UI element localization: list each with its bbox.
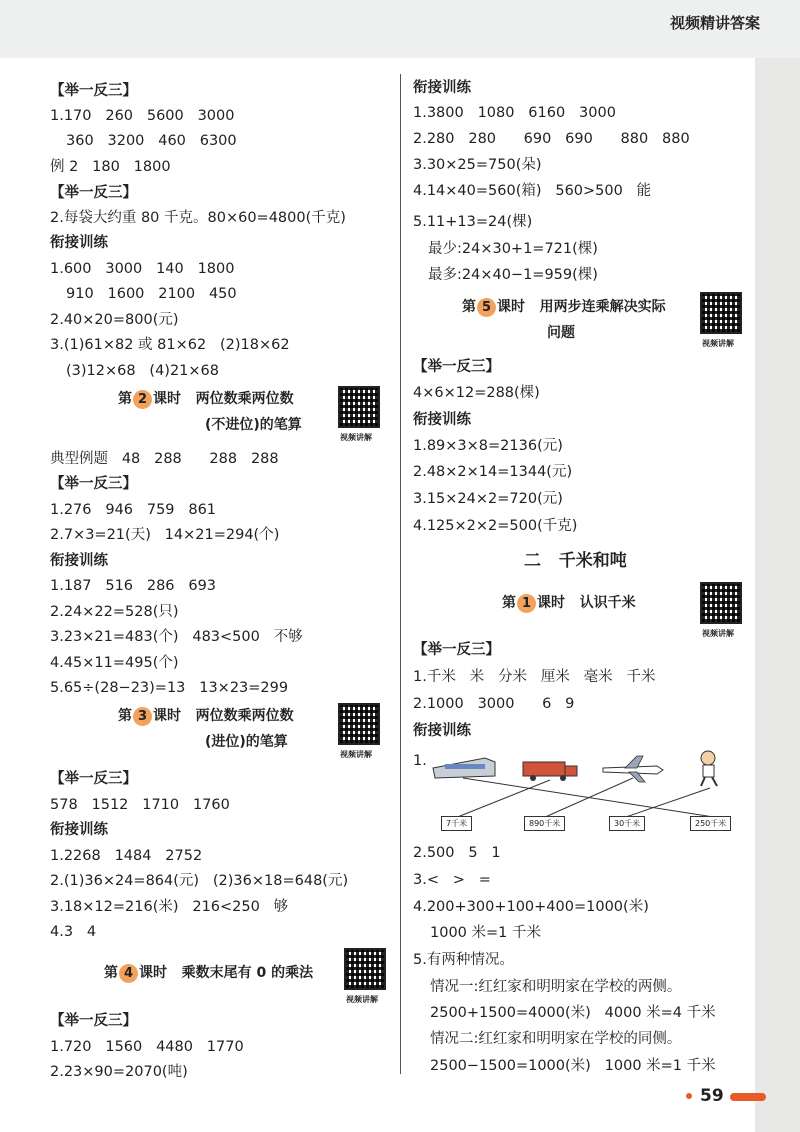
- answer-line: 2.23×90=2070(吨): [50, 1064, 188, 1080]
- qr-caption: 视频讲解: [340, 433, 372, 442]
- answer-line: 1.3800 1080 6160 3000: [413, 105, 616, 121]
- answer-line: 4.14×40=560(箱) 560>500 能: [413, 183, 652, 199]
- answer-line: 2.48×2×14=1344(元): [413, 464, 573, 480]
- answer-line: 4.3 4: [50, 924, 97, 940]
- answer-line: 情况二:红红家和明明家在学校的同侧。: [430, 1031, 682, 1047]
- distance-label: 250千米: [690, 816, 731, 831]
- qr-code[interactable]: [338, 703, 380, 745]
- answer-line: 4.125×2×2=500(千克): [413, 518, 578, 534]
- qr-caption: 视频讲解: [340, 750, 372, 759]
- answer-line: 1.千米 米 分米 厘米 毫米 千米: [413, 669, 656, 685]
- distance-label: 7千米: [441, 816, 472, 831]
- page-accent-bar: [730, 1093, 766, 1101]
- section-heading: 【举一反三】: [50, 83, 137, 99]
- answer-line: 典型例题 48 288 288 288: [50, 451, 279, 467]
- qr-code[interactable]: [344, 948, 386, 990]
- column-divider: [400, 74, 401, 1074]
- lesson-title: 第 1 课时 认识千米: [502, 595, 636, 611]
- answer-line: 1.187 516 286 693: [50, 578, 217, 594]
- lesson-title: 第 3 课时 两位数乘两位数: [118, 708, 294, 724]
- answer-line: 3.23×21=483(个) 483<500 不够: [50, 629, 303, 645]
- answer-line: 1.720 1560 4480 1770: [50, 1039, 244, 1055]
- section-heading: 衔接训练: [413, 723, 471, 739]
- matching-lines: [455, 778, 720, 818]
- section-heading: 衔接训练: [413, 80, 471, 96]
- answer-line: 5.有两种情况。: [413, 952, 514, 968]
- section-heading: 【举一反三】: [50, 476, 137, 492]
- answer-line: 4×6×12=288(棵): [413, 385, 540, 401]
- section-heading: 衔接训练: [50, 235, 108, 251]
- answer-line: 2.7×3=21(天) 14×21=294(个): [50, 527, 280, 543]
- answer-line: 1000 米=1 千米: [430, 925, 541, 941]
- answer-line: 1.89×3×8=2136(元): [413, 438, 563, 454]
- answer-line: 2.40×20=800(元): [50, 312, 179, 328]
- answer-line: 最少:24×30+1=721(棵): [428, 241, 598, 257]
- page-dot: [686, 1093, 692, 1099]
- walking-boy-icon: [701, 751, 717, 786]
- answer-line: 1.2268 1484 2752: [50, 848, 203, 864]
- section-heading: 【举一反三】: [50, 1013, 137, 1029]
- lesson-number: 1: [517, 594, 536, 613]
- answer-line: 3.18×12=216(米) 216<250 够: [50, 899, 289, 915]
- answer-line: 情况一:红红家和明明家在学校的两侧。: [430, 979, 682, 995]
- lesson-title: 第 2 课时 两位数乘两位数: [118, 391, 294, 407]
- section-heading: 【举一反三】: [413, 642, 500, 658]
- lesson-number: 3: [133, 707, 152, 726]
- answer-line: 360 3200 460 6300: [66, 133, 237, 149]
- answer-line: 3.15×24×2=720(元): [413, 491, 563, 507]
- train-icon: [433, 758, 495, 778]
- answer-line: 1.: [413, 753, 427, 769]
- page-number: 59: [700, 1086, 724, 1106]
- answer-line: 910 1600 2100 450: [66, 286, 237, 302]
- answer-line: 2.每袋大约重 80 千克。80×60=4800(千克): [50, 210, 346, 226]
- lesson-subtitle: 问题: [547, 325, 575, 341]
- answer-line: 3.30×25=750(朵): [413, 157, 542, 173]
- lesson-title: 第 4 课时 乘数末尾有 0 的乘法: [104, 965, 314, 981]
- answer-line: 2.24×22=528(只): [50, 604, 179, 620]
- answer-line: 2500+1500=4000(米) 4000 米=4 千米: [430, 1005, 716, 1021]
- answer-line: 2.1000 3000 6 9: [413, 696, 575, 712]
- truck-icon: [523, 762, 577, 781]
- answer-line: 例 2 180 1800: [50, 159, 171, 175]
- answer-line: 2500−1500=1000(米) 1000 米=1 千米: [430, 1058, 716, 1074]
- section-heading: 【举一反三】: [413, 359, 500, 375]
- page-header: [0, 0, 800, 58]
- answer-line: 2.500 5 1: [413, 845, 501, 861]
- qr-caption: 视频讲解: [702, 629, 734, 638]
- answer-line: 最多:24×40−1=959(棵): [428, 267, 598, 283]
- distance-label: 30千米: [609, 816, 645, 831]
- answer-line: (3)12×68 (4)21×68: [66, 363, 220, 379]
- section-heading: 衔接训练: [50, 553, 108, 569]
- lesson-number: 4: [119, 964, 138, 983]
- chapter-title: 二 千米和吨: [524, 551, 627, 571]
- qr-caption: 视频讲解: [346, 995, 378, 1004]
- section-heading: 衔接训练: [50, 822, 108, 838]
- qr-code[interactable]: [700, 582, 742, 624]
- lesson-title: 第 5 课时 用两步连乘解决实际: [462, 299, 666, 315]
- section-heading: 【举一反三】: [50, 185, 137, 201]
- answer-line: 578 1512 1710 1760: [50, 797, 230, 813]
- header-title: 视频精讲答案: [669, 14, 760, 32]
- lesson-subtitle: (不进位)的笔算: [205, 417, 302, 433]
- lesson-number: 2: [133, 390, 152, 409]
- answer-line: 1.600 3000 140 1800: [50, 261, 235, 277]
- answer-line: 1.276 946 759 861: [50, 502, 217, 518]
- qr-code[interactable]: [338, 386, 380, 428]
- section-heading: 【举一反三】: [50, 771, 137, 787]
- section-heading: 衔接训练: [413, 412, 471, 428]
- distance-label: 890千米: [524, 816, 565, 831]
- answer-line: 3.< > =: [413, 872, 491, 888]
- page-edge: [755, 58, 800, 1132]
- qr-code[interactable]: [700, 292, 742, 334]
- answer-line: 3.(1)61×82 或 81×62 (2)18×62: [50, 337, 290, 353]
- answer-line: 4.45×11=495(个): [50, 655, 179, 671]
- answer-line: 2.280 280 690 690 880 880: [413, 131, 690, 147]
- answer-line: 5.65÷(28−23)=13 13×23=299: [50, 680, 289, 696]
- lesson-subtitle: (进位)的笔算: [205, 734, 288, 750]
- lesson-number: 5: [477, 298, 496, 317]
- answer-line: 4.200+300+100+400=1000(米): [413, 899, 649, 915]
- answer-line: 5.11+13=24(棵): [413, 214, 533, 230]
- qr-caption: 视频讲解: [702, 339, 734, 348]
- answer-line: 2.(1)36×24=864(元) (2)36×18=648(元): [50, 873, 349, 889]
- answer-line: 1.170 260 5600 3000: [50, 108, 235, 124]
